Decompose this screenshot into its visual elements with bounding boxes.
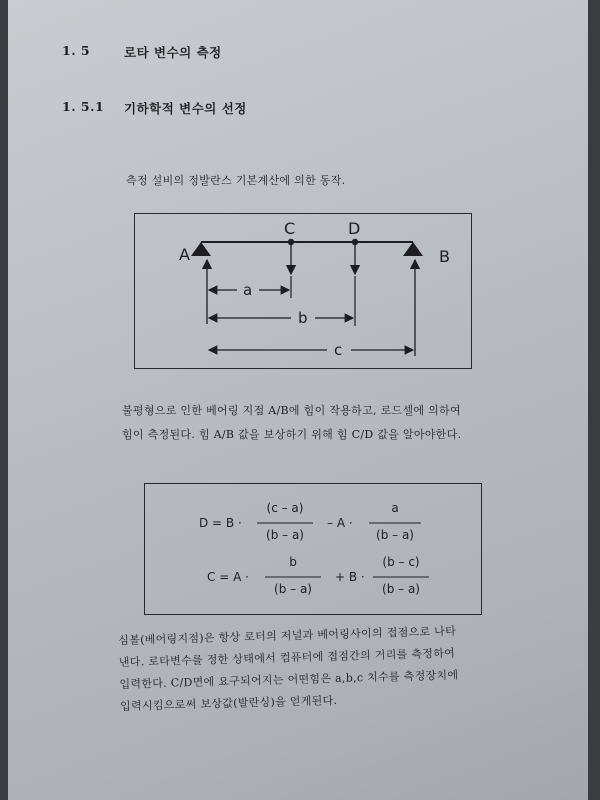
label-a: a [243,281,253,299]
beam-diagram-box [134,213,472,369]
subsection-title: 기하학적 변수의 선정 [124,101,247,116]
formula-c-frac2-den: (b – a) [382,582,420,596]
formula-box [144,483,482,615]
document-page [8,0,588,800]
paragraph2-line2: 낸다. 로타변수를 정한 상태에서 컴퓨터에 접점간의 거리를 측정하여 [118,646,456,669]
formula-c-frac1-num: b [289,555,297,569]
formula-c-lhs: C = A · [207,570,249,584]
formula-c-mid: + B · [335,570,365,584]
formula-d-lhs: D = B · [199,516,242,530]
paragraph1-line2: 힘이 측정된다. 힘 A/B 값을 보상하기 위해 힘 C/D 값을 알아야한다. [122,428,462,441]
label-B: B [439,247,450,266]
label-b: b [298,309,308,327]
support-a-triangle [191,242,211,256]
support-b-triangle [403,242,423,256]
label-A: A [179,245,190,264]
section-number: 1. 5 [62,43,91,58]
subsection-number: 1. 5.1 [62,99,105,114]
formula-c-frac1-den: (b – a) [274,582,312,596]
formula-c-frac2-num: (b – c) [382,555,420,569]
paragraph2-line1: 심볼(베어링지점)은 항상 로터의 저널과 베어링사이의 접점으로 나타 [118,624,457,647]
label-D: D [348,219,361,238]
paragraph2-line4: 입력시킴으로써 보상값(발란싱)을 얻게된다. [119,693,338,713]
formula-content [145,484,481,614]
label-c: c [334,341,343,359]
beam-diagram [135,214,471,368]
label-C: C [284,219,296,238]
paragraph2 [118,621,459,718]
paragraph2-line3: 입력한다. C/D면에 요구되어지는 어떤힘은 a,b,c 치수를 측정장치에 [119,668,459,691]
formula-d-frac1-den: (b – a) [266,528,304,542]
paragraph1-line1: 불평형으로 인한 베어링 지점 A/B에 힘이 작용하고, 로드셀에 의하여 [122,404,461,417]
formula-d-mid: – A · [327,516,353,530]
intro-text: 측정 설비의 정발란스 기본계산에 의한 동작. [126,174,346,187]
formula-d-frac2-den: (b – a) [376,528,414,542]
section-title: 로타 변수의 측정 [124,45,222,60]
formula-d-frac1-num: (c – a) [266,501,304,515]
formula-d-frac2-num: a [391,501,399,515]
